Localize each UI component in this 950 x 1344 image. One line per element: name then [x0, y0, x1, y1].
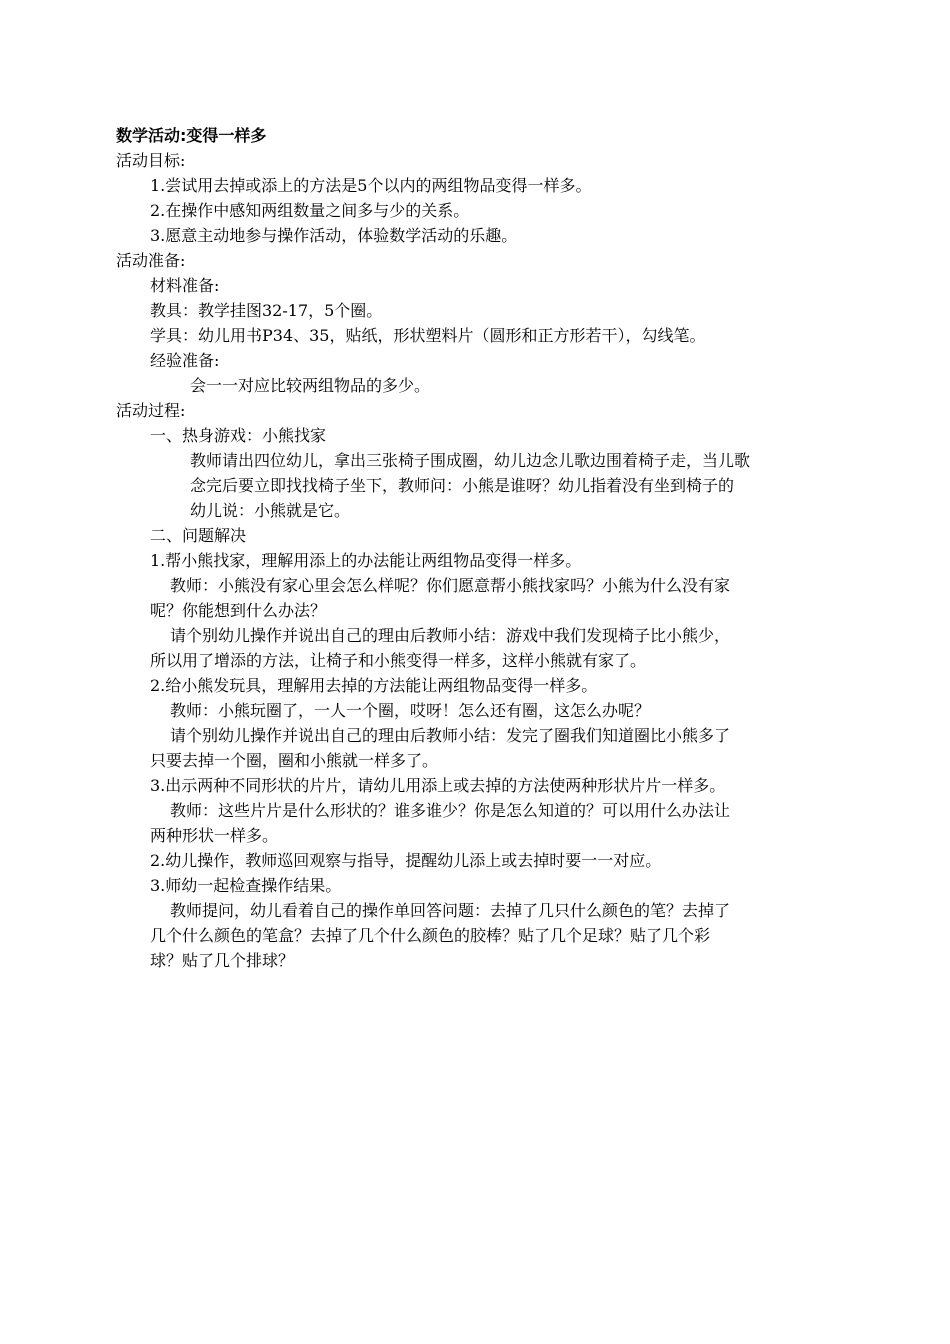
preparation-heading: 活动准备: — [116, 251, 186, 270]
paragraph-line: 两种形状一样多。 — [150, 826, 279, 845]
paragraph-line: 呢？你能想到什么办法？ — [150, 601, 327, 620]
paragraph-line: 幼儿说：小熊就是它。 — [190, 501, 351, 520]
paragraph-line: 教师请出四位幼儿，拿出三张椅子围成圈，幼儿边念儿歌边围着椅子走，当儿歌 — [190, 451, 751, 470]
part2-heading: 二、问题解决 — [150, 526, 247, 545]
teacher-tools: 教具：教学挂图32-17，5个圈。 — [150, 301, 383, 320]
paragraph-line: 请个别幼儿操作并说出自己的理由后教师小结：发完了圈我们知道圈比小熊多了 — [170, 726, 731, 745]
document-title: 数学活动:变得一样多 — [116, 126, 267, 145]
paragraph-line: 所以用了增添的方法，让椅子和小熊变得一样多，这样小熊就有家了。 — [150, 651, 647, 670]
paragraph-line: 教师：小熊玩圈了，一人一个圈，哎呀！怎么还有圈，这怎么办呢？ — [170, 701, 651, 720]
paragraph-line: 几个什么颜色的笔盒？去掉了几个什么颜色的胶棒？贴了几个足球？贴了几个彩 — [150, 926, 711, 945]
paragraph-line: 教师提问，幼儿看着自己的操作单回答问题：去掉了几只什么颜色的笔？去掉了 — [170, 901, 731, 920]
experience-text: 会一一对应比较两组物品的多少。 — [190, 376, 431, 395]
experience-heading: 经验准备: — [150, 351, 220, 370]
paragraph-line: 球？贴了几个排球？ — [150, 951, 295, 970]
paragraph-line: 教师：小熊没有家心里会怎么样呢？你们愿意帮小熊找家吗？小熊为什么没有家 — [170, 576, 731, 595]
goal-item: 2.在操作中感知两组数量之间多与少的关系。 — [150, 201, 470, 220]
paragraph-line: 只要去掉一个圈，圈和小熊就一样多了。 — [150, 751, 439, 770]
paragraph-line: 2.幼儿操作，教师巡回观察与指导，提醒幼儿添上或去掉时要一一对应。 — [150, 851, 662, 870]
goal-item: 1.尝试用去掉或添上的方法是5个以内的两组物品变得一样多。 — [150, 176, 592, 195]
student-tools: 学具：幼儿用书P34、35，贴纸，形状塑料片（圆形和正方形若干），勾线笔。 — [150, 326, 706, 345]
paragraph-line: 请个别幼儿操作并说出自己的理由后教师小结：游戏中我们发现椅子比小熊少， — [170, 626, 731, 645]
material-heading: 材料准备: — [150, 276, 220, 295]
part1-heading: 一、热身游戏：小熊找家 — [150, 426, 327, 445]
goals-heading: 活动目标: — [116, 151, 186, 170]
paragraph-line: 教师：这些片片是什么形状的？谁多谁少？你是怎么知道的？可以用什么办法让 — [170, 801, 731, 820]
paragraph-line: 2.给小熊发玩具，理解用去掉的方法能让两组物品变得一样多。 — [150, 676, 598, 695]
paragraph-line: 1.帮小熊找家，理解用添上的办法能让两组物品变得一样多。 — [150, 551, 582, 570]
process-heading: 活动过程: — [116, 401, 186, 420]
goal-item: 3.愿意主动地参与操作活动，体验数学活动的乐趣。 — [150, 226, 518, 245]
paragraph-line: 3.出示两种不同形状的片片，请幼儿用添上或去掉的方法使两种形状片片一样多。 — [150, 776, 726, 795]
paragraph-line: 3.师幼一起检查操作结果。 — [150, 876, 342, 895]
paragraph-line: 念完后要立即找找椅子坐下，教师问：小熊是谁呀？幼儿指着没有坐到椅子的 — [190, 476, 735, 495]
